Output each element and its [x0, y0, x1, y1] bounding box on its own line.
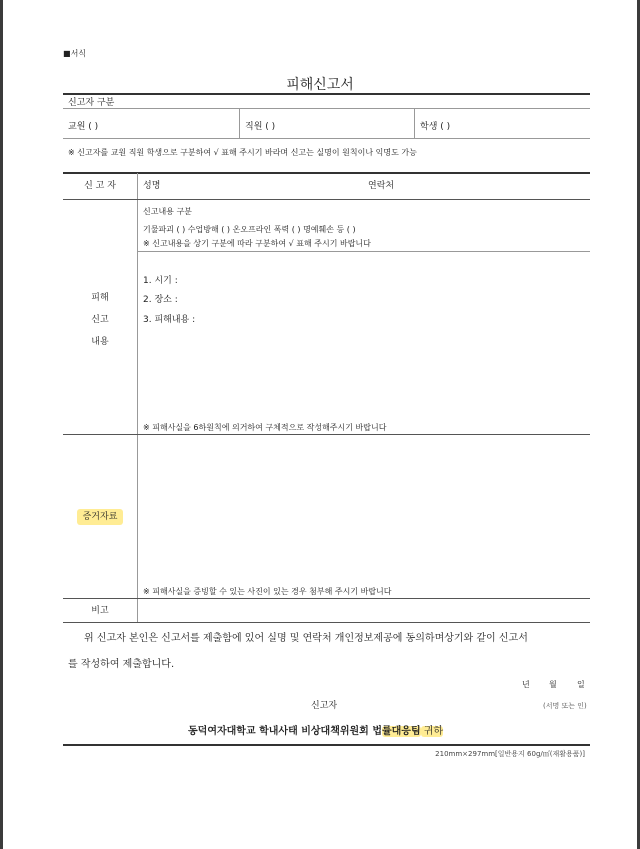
date-day[interactable]: 일	[577, 680, 585, 689]
contact-label: 연락처	[368, 181, 395, 191]
row-divider	[63, 108, 590, 109]
section-divider	[63, 172, 590, 174]
damage-type-label: 신고내용 구분	[143, 207, 192, 216]
square-icon: ■	[63, 49, 71, 58]
row-divider	[63, 622, 590, 623]
cell-divider	[414, 109, 415, 138]
page-title: 피해신고서	[286, 77, 354, 93]
damage-type-note: ※ 신고내용을 상기 구분에 따라 구분하여 √ 표해 주시기 바랍니다	[143, 239, 371, 248]
name-label: 성명	[143, 181, 161, 191]
paper-spec: 210mm×297mm[일반용지 60g/㎡(재활용품)]	[435, 750, 585, 758]
row-divider	[138, 251, 590, 252]
option-teacher[interactable]: 교원 ( )	[68, 122, 99, 132]
reporter-label: 신 고 자	[84, 181, 116, 191]
item-when[interactable]: 1. 시기 :	[143, 276, 178, 286]
recipient-highlight: 률대응팀	[381, 726, 421, 737]
page-border-left	[0, 0, 3, 849]
row-divider	[63, 598, 590, 599]
option-staff[interactable]: 직원 ( )	[245, 122, 276, 132]
title-divider	[63, 93, 590, 95]
damage-label-2: 신고	[91, 315, 109, 325]
recipient-suffix: 귀하	[420, 726, 444, 737]
label-column-divider	[137, 173, 138, 623]
evidence-label-wrap	[63, 509, 137, 522]
row-divider	[63, 138, 590, 139]
item-content[interactable]: 3. 피해내용 :	[143, 315, 196, 325]
option-student[interactable]: 학생 ( )	[420, 122, 451, 132]
evidence-footer-note: ※ 피해사실을 증빙할 수 있는 사진이 있는 경우 첨부해 주시기 바랍니다	[143, 587, 392, 596]
reporter-signature-label: 신고자	[311, 701, 338, 711]
declaration-line-2: 를 작성하여 제출합니다.	[68, 659, 175, 670]
date-month[interactable]: 월	[549, 680, 557, 689]
declaration-line-1: 위 신고자 본인은 신고서를 제출함에 있어 실명 및 연락처 개인정보제공에 동의하며상기와 같이 신고서	[84, 633, 528, 644]
remarks-label: 비고	[91, 606, 109, 616]
reporter-type-note: ※ 신고자를 교원 직원 학생으로 구분하여 √ 표해 주시기 바라며 신고는 실명이 원칙이나 익명도 가능	[68, 148, 417, 157]
form-mark	[63, 48, 86, 59]
date-year[interactable]: 년	[522, 680, 530, 689]
row-divider	[63, 434, 590, 435]
reporter-type-label: 신고자 구분	[68, 98, 115, 108]
form-mark-label: 서식	[70, 49, 87, 58]
damage-footer-note: ※ 피해사실을 6하원칙에 의거하여 구체적으로 작성해주시기 바랍니다	[143, 423, 387, 432]
damage-label-1: 피해	[91, 293, 109, 303]
row-divider	[63, 199, 590, 200]
cell-divider	[239, 109, 240, 138]
recipient-line	[188, 722, 443, 737]
damage-label-3: 내용	[91, 337, 109, 347]
evidence-label: 증거자료	[77, 509, 124, 525]
damage-types[interactable]: 기물파괴 ( ) 수업방해 ( ) 온오프라인 폭력 ( ) 명예훼손 등 ( )	[143, 225, 356, 234]
recipient-prefix: 동덕여자대학교 학내사태 비상대책위원회 법	[188, 726, 382, 737]
bottom-divider	[63, 744, 590, 746]
sign-note[interactable]: (서명 또는 인)	[543, 702, 587, 710]
item-where[interactable]: 2. 장소 :	[143, 295, 178, 305]
